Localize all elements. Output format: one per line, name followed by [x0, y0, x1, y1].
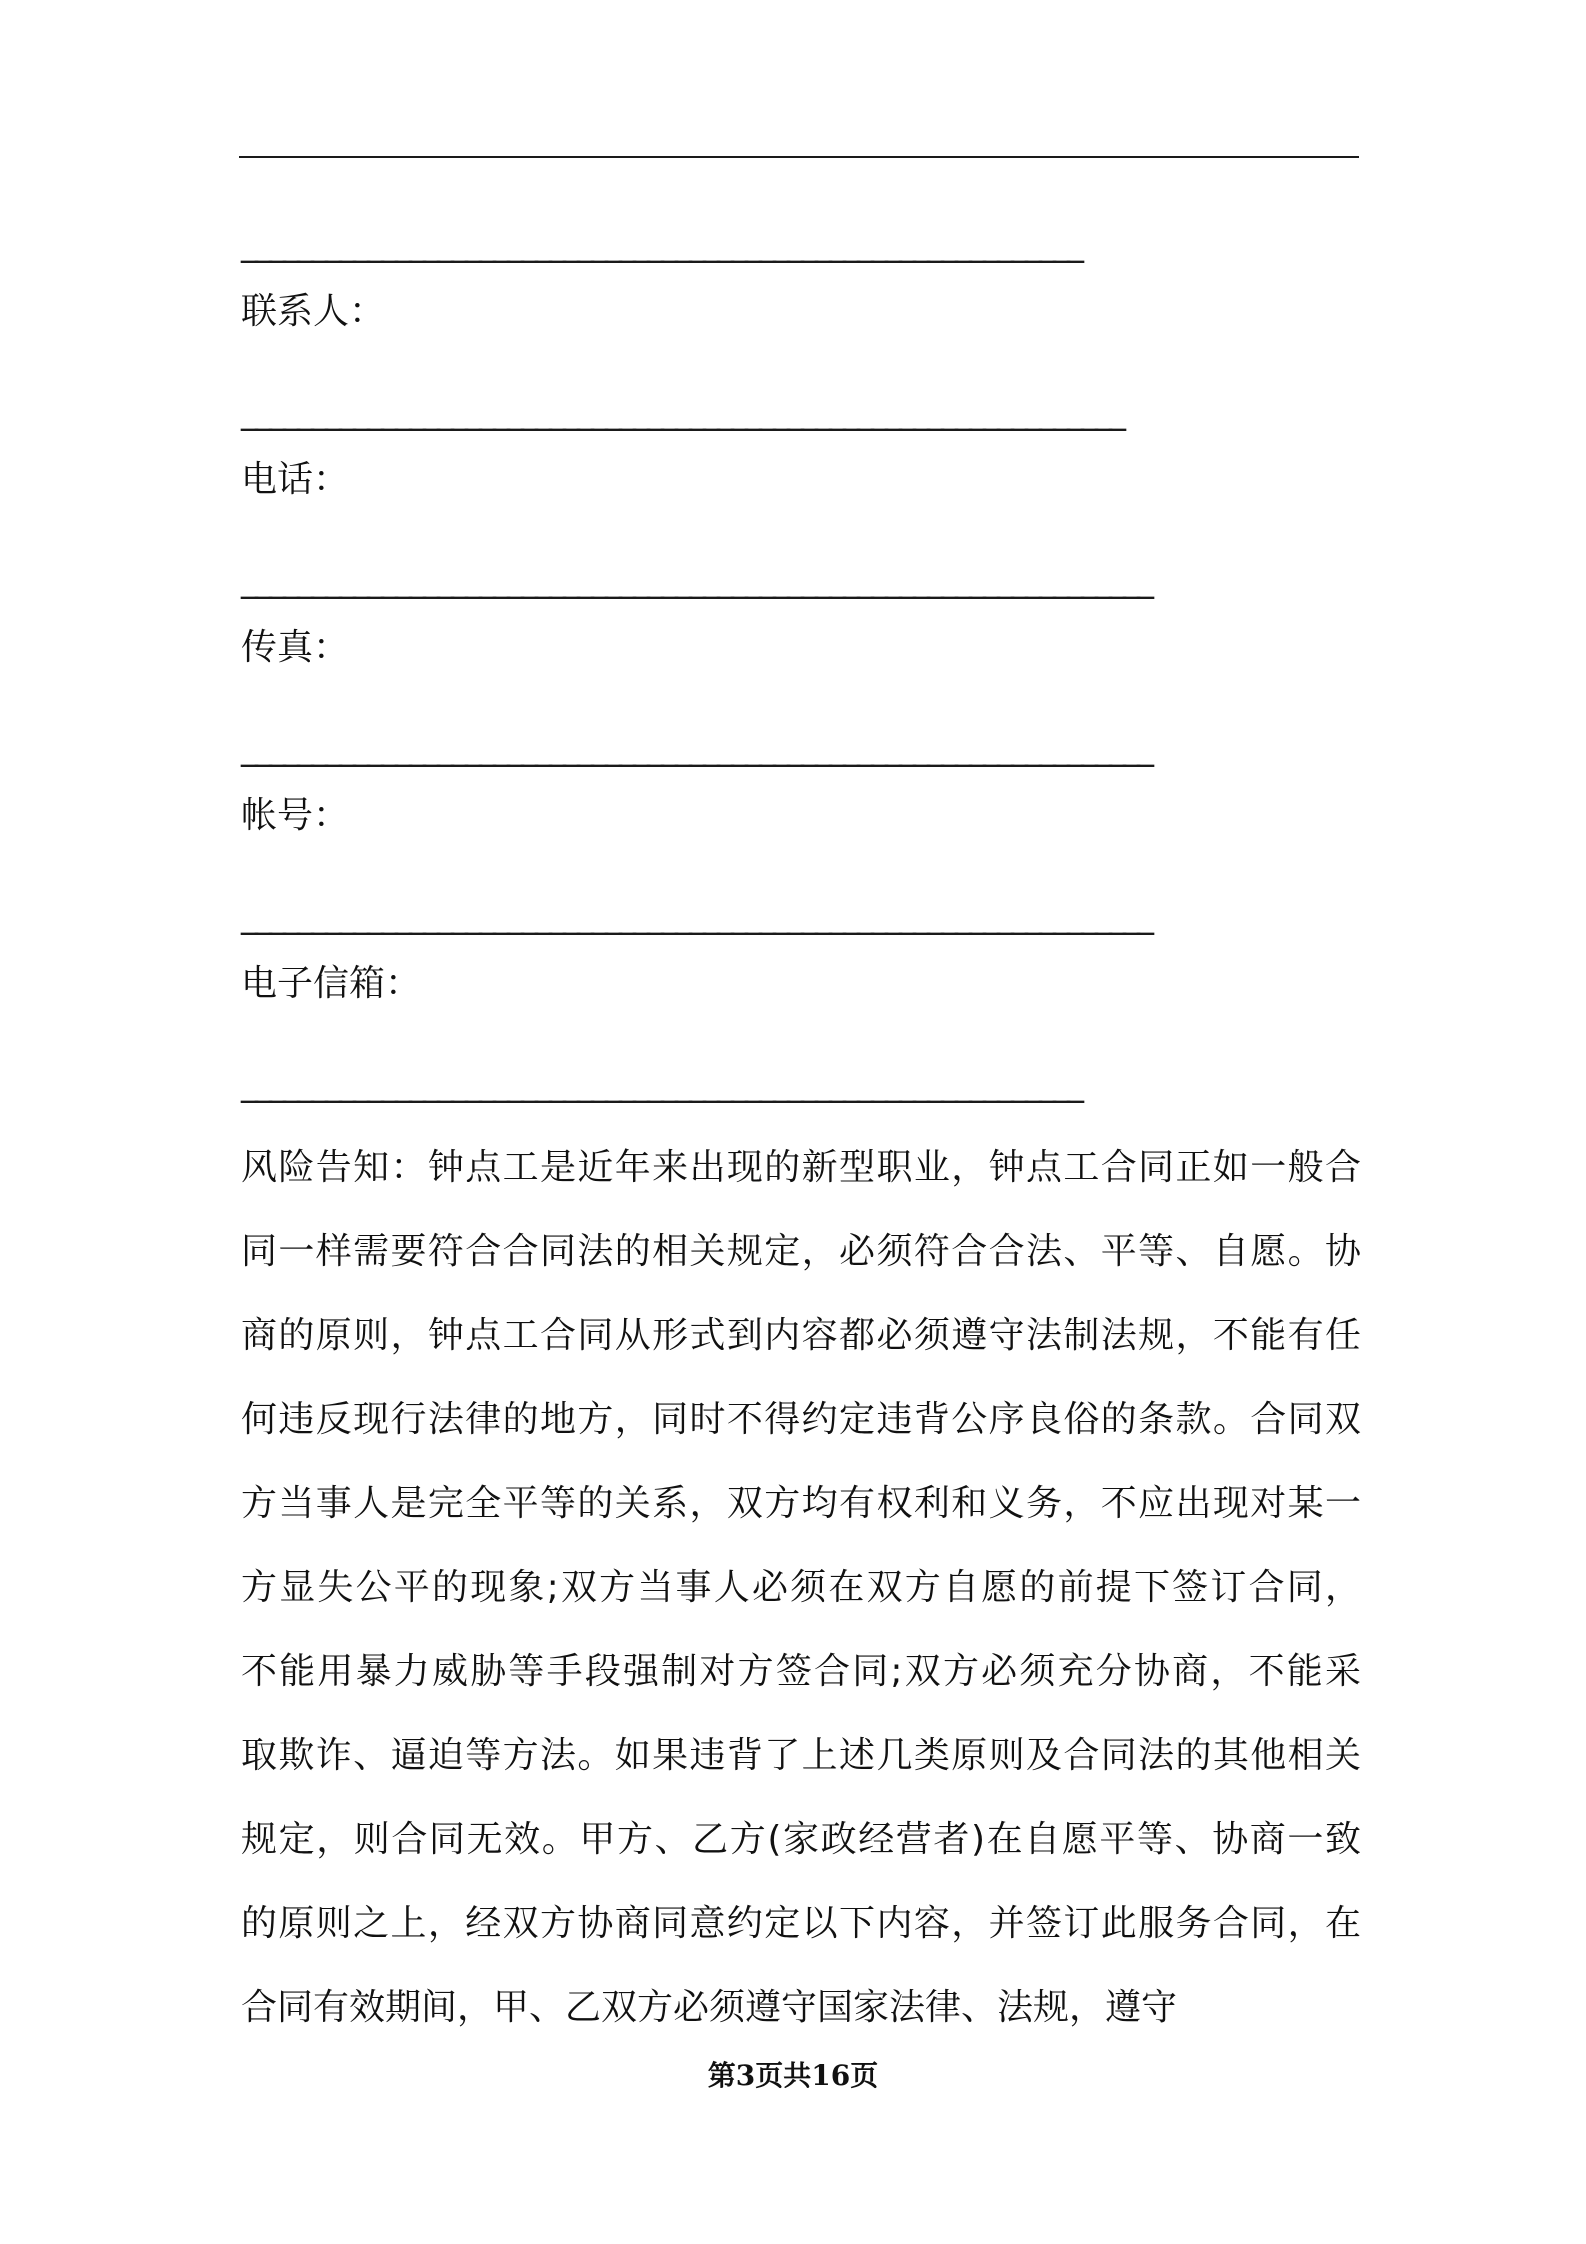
phone-label: 电话：: [241, 459, 350, 500]
risk-notice-paragraph: [241, 1126, 1361, 2050]
page-number: 第3页共16页: [707, 2059, 879, 2092]
paragraph-line: 同一样需要符合合同法的相关规定，必须符合合法、平等、自愿。协: [241, 1231, 1361, 1272]
blank-line: _________________________________________________________________: [241, 560, 1151, 600]
paragraph-line: 不能用暴力威胁等手段强制对方签合同;双方必须充分协商，不能采: [241, 1651, 1361, 1692]
blank-line: _______________________________________________________________: [241, 392, 1123, 432]
paragraph-line: 商的原则，钟点工合同从形式到内容都必须遵守法制法规，不能有任: [241, 1315, 1361, 1356]
contact-label: 联系人：: [241, 291, 386, 332]
paragraph-line: 规定，则合同无效。甲方、乙方(家政经营者)在自愿平等、协商一致: [241, 1819, 1361, 1860]
email-label: 电子信箱：: [241, 963, 422, 1004]
header-rule: [239, 156, 1359, 158]
paragraph-line: 取欺诈、逼迫等方法。如果违背了上述几类原则及合同法的其他相关: [241, 1735, 1361, 1776]
blank-line: ____________________________________________________________: [241, 224, 1081, 264]
account-label: 帐号：: [241, 795, 350, 836]
paragraph-line: 何违反现行法律的地方，同时不得约定违背公序良俗的条款。合同双: [241, 1399, 1361, 1440]
paragraph-line: 风险告知：钟点工是近年来出现的新型职业，钟点工合同正如一般合: [241, 1147, 1361, 1188]
blank-line: _________________________________________________________________: [241, 728, 1151, 768]
paragraph-line: 方显失公平的现象;双方当事人必须在双方自愿的前提下签订合同，: [241, 1567, 1361, 1608]
paragraph-line: 方当事人是完全平等的关系，双方均有权利和义务，不应出现对某一: [241, 1483, 1361, 1524]
blank-line: _________________________________________________________________: [241, 896, 1151, 936]
paragraph-line: 合同有效期间，甲、乙双方必须遵守国家法律、法规，遵守: [241, 1987, 1178, 2028]
paragraph-line: 的原则之上，经双方协商同意约定以下内容，并签订此服务合同，在: [241, 1903, 1361, 1944]
fax-label: 传真：: [241, 627, 350, 668]
blank-line: ____________________________________________________________: [241, 1064, 1081, 1104]
